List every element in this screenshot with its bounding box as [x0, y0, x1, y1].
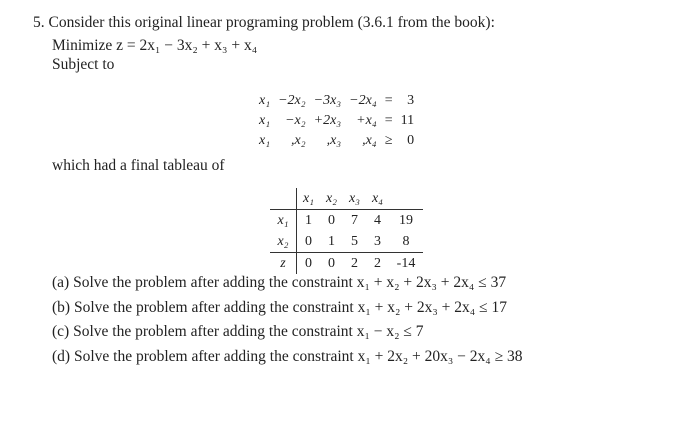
tableau-header-rhs [389, 188, 423, 210]
constraint-rhs: 3 [407, 93, 415, 108]
tableau-cell: 4 [374, 212, 381, 228]
tableau-row-label: x₂ [270, 231, 297, 253]
constraint-term: x₁ [259, 93, 271, 108]
constraint-term: x₁ [259, 133, 271, 148]
question-part [52, 345, 522, 370]
tableau-cell: 3 [374, 233, 381, 249]
tableau-rhs: 8 [402, 233, 410, 249]
tableau-cell: 1 [328, 233, 335, 249]
constraint-term: −3x₃ [313, 93, 342, 108]
part-text: Solve the problem after adding the constraint x₁ + x₂ + 2x₃ + 2x₄ ≤ 37 [73, 274, 507, 291]
tableau-rhs: 19 [399, 212, 413, 228]
final-tableau [270, 188, 423, 274]
tableau-row-label: x₁ [270, 210, 297, 232]
part-label: (b) [52, 298, 71, 316]
part-text: Solve the problem after adding the constraint x₁ − x₂ ≤ 7 [73, 323, 424, 340]
constraint-term: −2x₄ [349, 93, 377, 108]
constraint-term: x₁ [259, 113, 271, 128]
constraint-term: ,x₃ [326, 133, 342, 148]
question-part [52, 271, 522, 296]
constraint-relation: ≥ [384, 133, 393, 148]
tableau-cell: 1 [305, 212, 312, 228]
constraint-relation: = [384, 93, 393, 108]
tableau-cell: 2 [366, 253, 389, 275]
tableau-cell: 7 [351, 212, 358, 228]
constraint-rhs: 0 [407, 133, 415, 148]
part-label: (c) [52, 323, 70, 340]
tableau-header: x₁ [297, 188, 321, 210]
problem-intro: Consider this original linear programing problem (3.6.1 from the book): [48, 14, 495, 31]
part-label: (d) [52, 347, 71, 365]
tableau-header: x₄ [366, 188, 389, 210]
objective-function: Minimize z = 2x₁ − 3x₂ + x₃ + x₄ [52, 37, 258, 54]
tableau-cell: 2 [343, 253, 366, 275]
constraint-term: −2x₂ [278, 93, 306, 108]
tableau-header: x₂ [320, 188, 343, 210]
constraint-term: +x₄ [356, 113, 377, 128]
problem-number: 5. [33, 14, 45, 31]
tableau-row [270, 231, 423, 253]
constraint-term: −x₂ [285, 113, 306, 128]
part-text: Solve the problem after adding the constraint x₁ + 2x₂ + 20x₃ − 2x₄ ≥ 38 [73, 347, 523, 365]
tableau-header-row [270, 188, 423, 210]
tableau-cell: 0 [328, 212, 335, 228]
tableau-cell: 0 [320, 253, 343, 275]
constraint-term: +2x₃ [313, 113, 342, 128]
tableau-cell: 0 [305, 233, 312, 249]
constraint-term: ,x₂ [291, 133, 306, 148]
tableau-corner [270, 188, 297, 210]
tableau-cell: 0 [297, 253, 321, 275]
tableau-header: x₃ [343, 188, 366, 210]
constraint-row [255, 111, 418, 131]
problem-header [33, 14, 495, 32]
constraint-relation: = [384, 113, 393, 128]
constraint-row [255, 131, 418, 151]
part-label: (a) [52, 274, 70, 291]
tableau-row-label: z [270, 253, 297, 275]
constraint-system [255, 91, 418, 151]
tableau-rhs: -14 [389, 253, 423, 275]
question-part [52, 320, 522, 345]
tableau-cell: 5 [351, 233, 358, 249]
tableau-label: which had a final tableau of [52, 157, 225, 174]
question-part [52, 296, 522, 321]
constraint-row [255, 91, 418, 111]
part-text: Solve the problem after adding the constraint x₁ + x₂ + 2x₃ + 2x₄ ≤ 17 [73, 298, 507, 316]
constraint-term: ,x₄ [362, 133, 377, 148]
question-parts [52, 271, 522, 369]
subject-to-label: Subject to [52, 56, 115, 73]
constraint-rhs: 11 [400, 113, 415, 128]
tableau-row [270, 210, 423, 232]
